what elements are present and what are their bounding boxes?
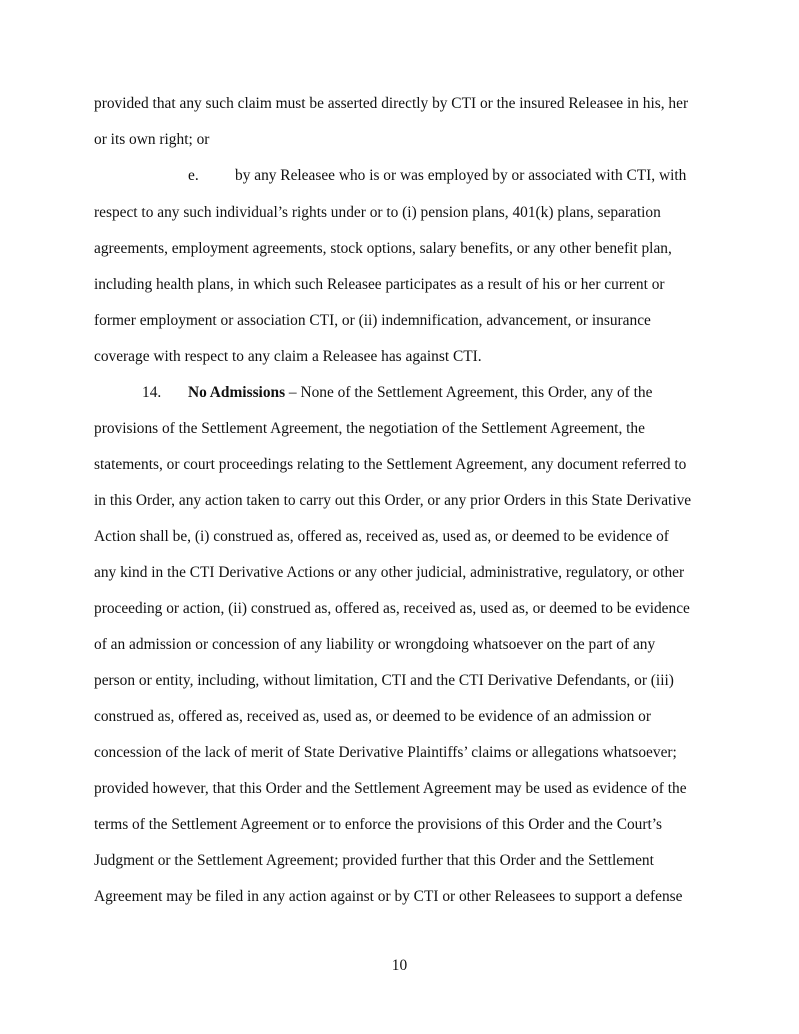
- text-line: person or entity, including, without limitation, CTI and the CTI Derivative Defendants, or (iii): [94, 672, 674, 689]
- text-line: concession of the lack of merit of State Derivative Plaintiffs’ claims or allegations whatsoever;: [94, 744, 677, 761]
- text-line: construed as, offered as, received as, used as, or deemed to be evidence of an admission or: [94, 708, 651, 725]
- section-14-first-line-rest: – None of the Settlement Agreement, this Order, any of the: [285, 384, 653, 401]
- section-14-number: 14.: [142, 384, 162, 401]
- text-line: respect to any such individual’s rights under or to (i) pension plans, 401(k) plans, separation: [94, 204, 661, 221]
- text-line: agreements, employment agreements, stock options, salary benefits, or any other benefit plan,: [94, 240, 672, 257]
- text-line: in this Order, any action taken to carry out this Order, or any prior Orders in this State Derivative: [94, 492, 692, 509]
- section-14-heading: No Admissions: [188, 384, 286, 401]
- text-line: provided however, that this Order and the Settlement Agreement may be used as evidence of the: [94, 780, 687, 797]
- text-line: provisions of the Settlement Agreement, the negotiation of the Settlement Agreement, the: [94, 420, 645, 437]
- text-line: proceeding or action, (ii) construed as, offered as, received as, used as, or deemed to be evidence: [94, 600, 690, 617]
- page-number: 10: [391, 957, 408, 974]
- item-e-label: e.: [188, 167, 199, 184]
- text-line: Action shall be, (i) construed as, offered as, received as, used as, or deemed to be evidence of: [94, 528, 669, 545]
- text-line: Judgment or the Settlement Agreement; provided further that this Order and the Settlement: [94, 852, 654, 869]
- text-line: former employment or association CTI, or (ii) indemnification, advancement, or insurance: [94, 312, 651, 329]
- text-line: provided that any such claim must be asserted directly by CTI or the insured Releasee in his, her: [94, 95, 689, 112]
- item-e-first-line: by any Releasee who is or was employed by or associated with CTI, with: [235, 167, 687, 184]
- text-line: or its own right; or: [94, 131, 210, 148]
- text-line: any kind in the CTI Derivative Actions or any other judicial, administrative, regulatory, or other: [94, 564, 685, 581]
- text-line: coverage with respect to any claim a Releasee has against CTI.: [94, 348, 482, 365]
- text-line: terms of the Settlement Agreement or to enforce the provisions of this Order and the Court’s: [94, 816, 663, 833]
- text-line: statements, or court proceedings relating to the Settlement Agreement, any document referred to: [94, 456, 687, 473]
- text-line: Agreement may be filed in any action against or by CTI or other Releasees to support a defense: [94, 888, 683, 905]
- text-line: including health plans, in which such Releasee participates as a result of his or her current or: [94, 276, 665, 293]
- section-14-first-line: [188, 384, 652, 402]
- text-line: of an admission or concession of any liability or wrongdoing whatsoever on the part of any: [94, 636, 656, 653]
